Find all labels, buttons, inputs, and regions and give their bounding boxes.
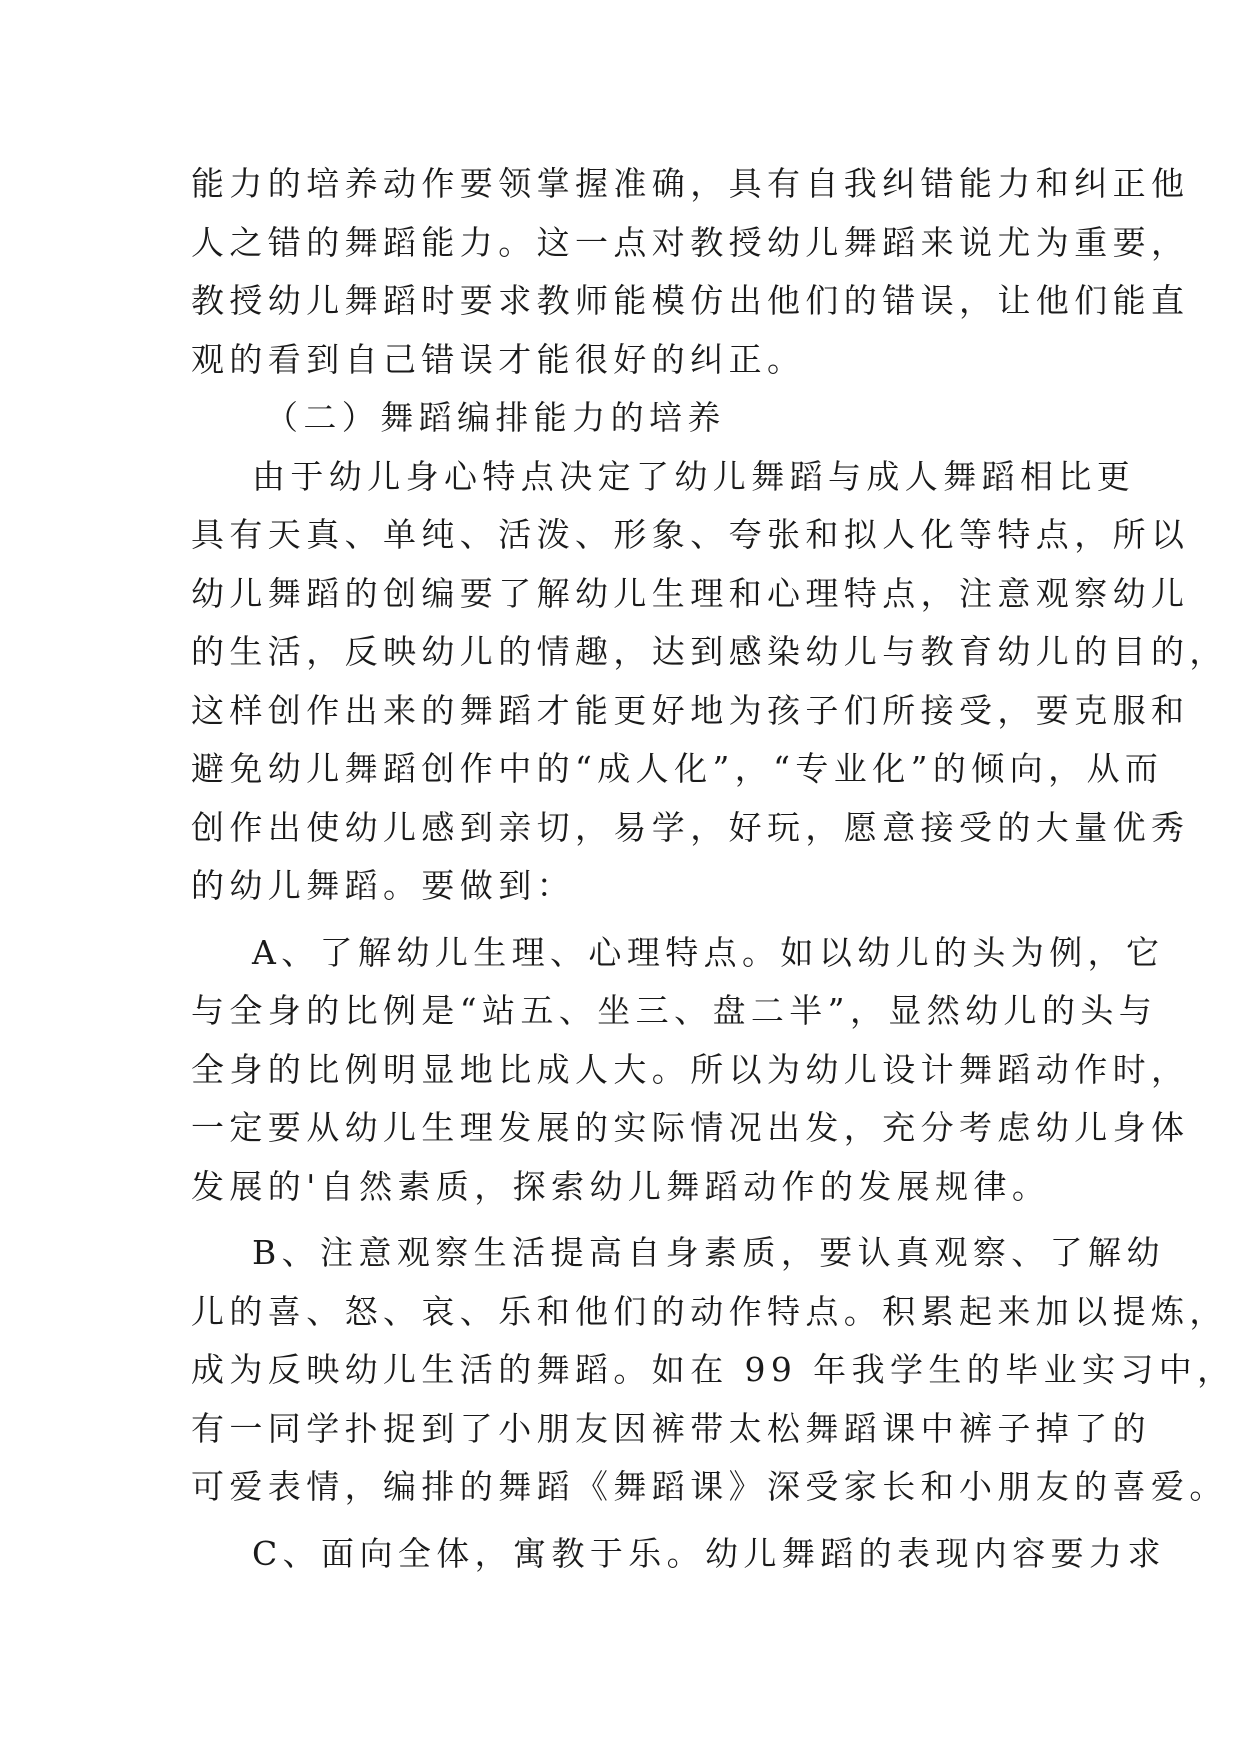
text-line: 创作出使幼儿感到亲切，易学，好玩，愿意接受的大量优秀	[191, 807, 1190, 847]
text-line: 与全身的比例是“站五、坐三、盘二半”，显然幼儿的头与	[191, 991, 1158, 1030]
section-heading: （二）舞蹈编排能力的培养	[265, 398, 726, 437]
text-line: 一定要从幼儿生理发展的实际情况出发，充分考虑幼儿身体	[191, 1108, 1190, 1147]
body-text	[191, 155, 1236, 1583]
text-line: 避免幼儿舞蹈创作中的“成人化”，“专业化”的倾向，从而	[191, 749, 1164, 788]
text-line: 人之错的舞蹈能力。这一点对教授幼儿舞蹈来说尤为重要，	[191, 222, 1190, 262]
text-line: 全身的比例明显地比成人大。所以为幼儿设计舞蹈动作时，	[191, 1049, 1190, 1089]
text-line: 由于幼儿身心特点决定了幼儿舞蹈与成人舞蹈相比更	[252, 456, 1136, 496]
text-line: 发展的'自然素质，探索幼儿舞蹈动作的发展规律。	[191, 1166, 1051, 1206]
text-line: 可爱表情，编排的舞蹈《舞蹈课》深受家长和小朋友的喜爱。	[191, 1467, 1228, 1506]
text-line: 教授幼儿舞蹈时要求教师能模仿出他们的错误，让他们能直	[191, 281, 1190, 320]
list-item-b: B、注意观察生活提高自身素质，要认真观察、了解幼	[252, 1233, 1165, 1272]
text-line: 这样创作出来的舞蹈才能更好地为孩子们所接受，要克服和	[191, 690, 1190, 730]
text-line: 的幼儿舞蹈。要做到：	[191, 866, 575, 905]
text-line: 能力的培养动作要领掌握准确，具有自我纠错能力和纠正他	[191, 164, 1190, 203]
list-item-a: A、了解幼儿生理、心理特点。如以幼儿的头为例，它	[252, 932, 1165, 972]
text-line: 成为反映幼儿生活的舞蹈。如在 99 年我学生的毕业实习中，	[191, 1350, 1236, 1389]
text-line: 幼儿舞蹈的创编要了解幼儿生理和心理特点，注意观察幼儿	[191, 573, 1190, 613]
text-line: 观的看到自己错误才能很好的纠正。	[191, 339, 806, 379]
list-item-c: C、面向全体，寓教于乐。幼儿舞蹈的表现内容要力求	[252, 1533, 1166, 1573]
text-line: 具有天真、单纯、活泼、形象、夸张和拟人化等特点，所以	[191, 515, 1190, 554]
text-line: 儿的喜、怒、哀、乐和他们的动作特点。积累起来加以提炼，	[191, 1291, 1228, 1331]
text-line: 的生活，反映幼儿的情趣，达到感染幼儿与教育幼儿的目的，	[191, 632, 1228, 671]
text-line: 有一同学扑捉到了小朋友因裤带太松舞蹈课中裤子掉了的	[191, 1408, 1151, 1448]
